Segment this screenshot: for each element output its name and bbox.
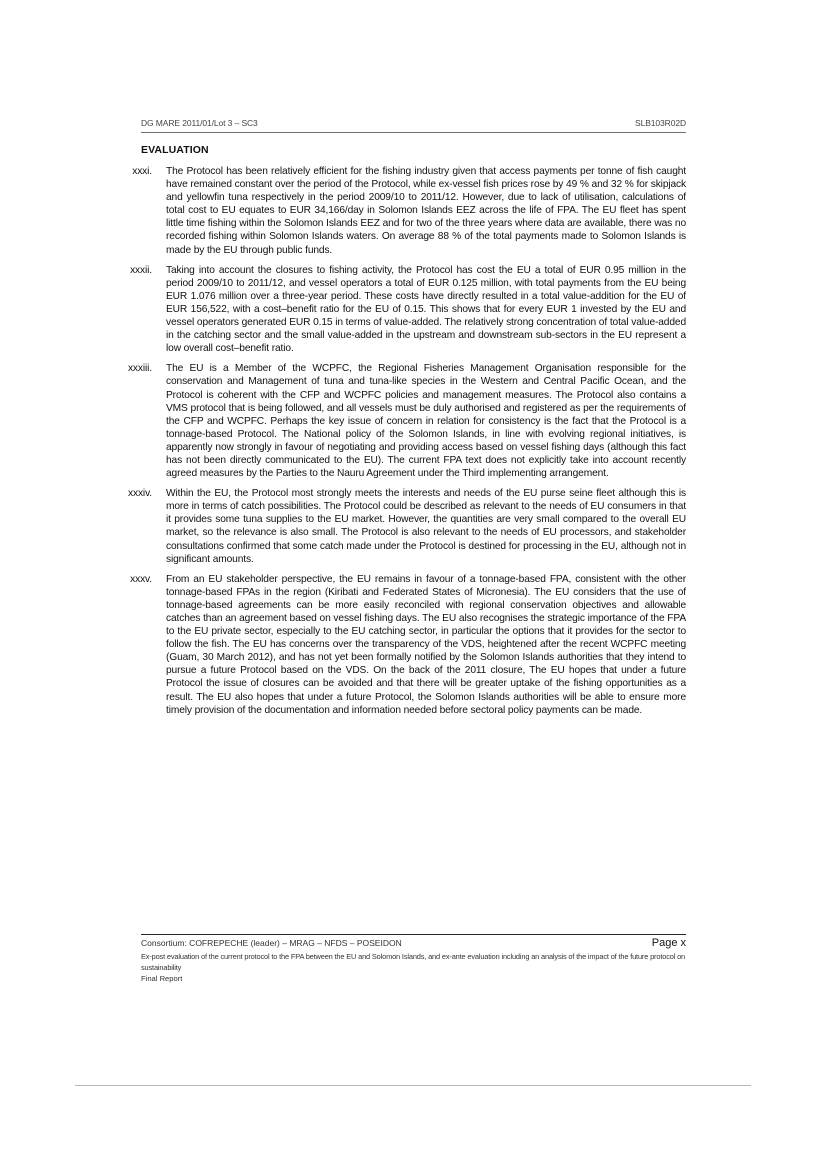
paragraph-xxxv: [112, 573, 686, 717]
paragraph-xxxi: [112, 165, 686, 257]
paragraph-number: xxxv.: [130, 573, 152, 585]
paragraph-text: From an EU stakeholder perspective, the EU remains in favour of a tonnage-based FPA, consistent with the other tonnage-based FPAs in the region (Kiribati and Federated States of Micronesia). The EU considers that the use of tonnage-based agreements can be more easily reconciled with regional conservation objectives and allowable catches than an agreement based on vessel fishing days. The EU also recognises the strategic importance of the FPA to the EU private sector, especially to the EU catching sector, in particular the options that it provides for the sector to follow the fish. The EU has concerns over the transparency of the VDS, heightened after the recent WCPFC meeting (Guam, 30 March 2012), and has not yet been formally notified by the Solomon Islands authorities that they intend to pursue a future Protocol based on the VDS. On the back of the 2011 closure, The EU hopes that under a future Protocol the issue of closures can be avoided and that there will be greater uptake of the fishing opportunities as a result. The EU also hopes that under a future Protocol, the Solomon Islands authorities will be able to ensure more timely provision of the documentation and information needed before sectoral policy payments can be made.: [166, 573, 686, 716]
paragraph-number: xxxiv.: [128, 488, 152, 500]
paragraph-list: [112, 165, 686, 724]
footer-report-subtitle: Ex-post evaluation of the current protocol to the FPA between the EU and Solomon Islands, and ex-ante evaluation including an analysis of the impact of the future protocol on sustainability: [141, 952, 686, 972]
paragraph-number: xxxiii.: [127, 363, 152, 375]
footer-consortium: Consortium: COFREPECHE (leader) – MRAG – NFDS – POSEIDON: [141, 938, 402, 948]
paragraph-text: Taking into account the closures to fishing activity, the Protocol has cost the EU a total of EUR 0.95 million in the period 2009/10 to 2011/12, and vessel operators a total of EUR 0.125 million, with total payments from the EU being EUR 1.076 million over a three-year period. These costs have directly resulted in a total value-addition for the EU of EUR 156,522, with a cost–benefit ratio for the EU of 0.15. This shows that for every EUR 1 invested by the EU and vessel operators generated EUR 0.15 in terms of value-added. The relatively strong concentration of total value-added in the catching sector and the small value-added in the upstream and downstream sub-sectors in the EU represent a low overall cost–benefit ratio.: [166, 264, 686, 355]
paragraph-xxxiv: [112, 487, 686, 566]
paragraph-text: The Protocol has been relatively efficient for the fishing industry given that access payments per tonne of fish caught have remained constant over the period of the Protocol, while ex-vessel fish prices rose by 49 % and 32 % for skipjack and yellowfin tuna respectively in the period 2009/10 to 2011/12. However, due to lack of utilisation, calculations of total cost to EU equates to EUR 34,166/day in Solomon Islands EEZ across the life of FPA. The EU fleet has spent little time fishing within the Solomon Islands EEZ and for two of the three years where data are available, there was no recorded fishing within Solomon Islands waters. On average 88 % of the total payments made to Solomon Islands is made by the EU through public funds.: [166, 166, 686, 256]
paragraph-number: xxxii.: [130, 264, 152, 276]
section-title: EVALUATION: [141, 144, 209, 156]
page-bottom-divider: [75, 1085, 751, 1086]
paragraph-number: xxxi.: [132, 166, 152, 177]
paragraph-xxxii: [112, 264, 686, 356]
header-document-code: SLB103R02D: [635, 118, 686, 128]
paragraph-text: The EU is a Member of the WCPFC, the Regional Fisheries Management Organisation responsible for the conservation and Management of tuna and tuna-like species in the Western and Central Pacific Ocean, and the Protocol is coherent with the CFP and WCPFC policies and management measures. The Protocol also contains a VMS protocol that is being followed, and all vessels must be duly authorised and registered as per the requirements of the CFP and WCPFC. Perhaps the key issue of concern in relation for consistency is the fact that the Protocol is a tonnage-based Protocol. The National policy of the Solomon Islands, in line with evolving regional initiatives, is apparently now strongly in favour of negotiating and providing access based on vessel fishing days (although this fact has not been directly communicated to the EU). The current FPA text does not explicitly take into account recently agreed measures by the Parties to the Nauru Agreement under the Third implementing arrangement.: [166, 363, 686, 480]
paragraph-xxxiii: [112, 362, 686, 480]
footer-report-type: Final Report: [141, 974, 183, 983]
paragraph-text: Within the EU, the Protocol most strongly meets the interests and needs of the EU purse seine fleet although this is more in terms of catch possibilities. The Protocol could be described as relevant to the needs of EU consumers in that it provides some tuna supplies to the EU market. However, the quantities are very small compared to the overall EU market, so the relevance is also small. The Protocol is also relevant to the needs of EU processors, and stakeholder consultations confirmed that some catch made under the Protocol is destined for processing in the EU, although not in significant amounts.: [166, 488, 686, 565]
header-reference: DG MARE 2011/01/Lot 3 – SC3: [141, 118, 258, 128]
page-footer: [141, 934, 686, 984]
page-number: Page x: [651, 937, 686, 949]
page-header: [141, 118, 686, 133]
